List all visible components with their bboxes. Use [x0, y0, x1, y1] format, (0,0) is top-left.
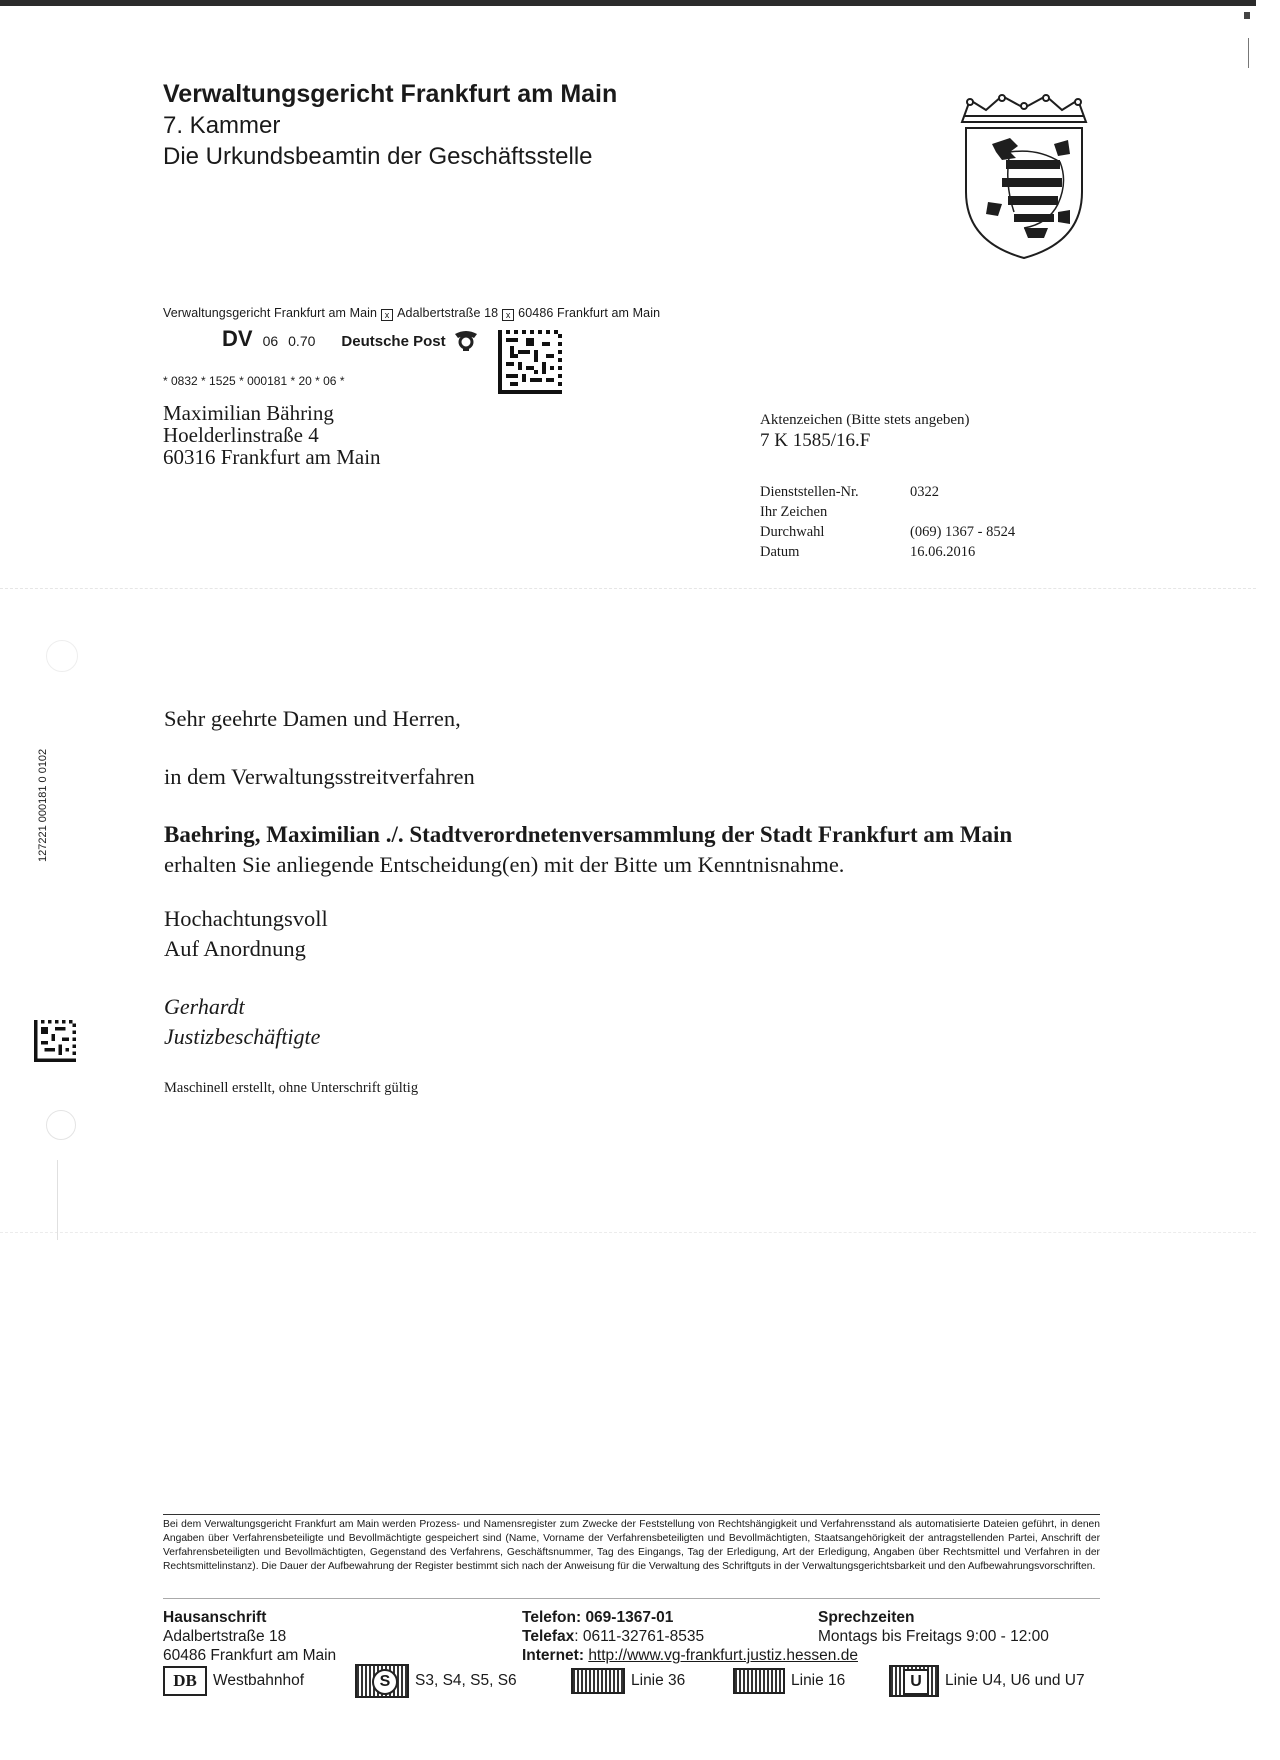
chamber: 7. Kammer: [163, 112, 281, 139]
phone-label: Telefon:: [522, 1609, 582, 1626]
punch-hole: [46, 1110, 76, 1140]
footer-city: 60486 Frankfurt am Main: [163, 1647, 337, 1664]
postage-imprint: [222, 326, 446, 356]
postage-amount: 0.70: [288, 333, 316, 349]
hessen-coat-of-arms-icon: [958, 92, 1090, 262]
sender-court: Verwaltungsgericht Frankfurt am Main: [163, 306, 378, 320]
office-name: Die Urkundsbeamtin der Geschäftsstelle: [163, 143, 593, 170]
recipient-address: [163, 402, 381, 468]
office-hours-text: Montags bis Freitags 9:00 - 12:00: [818, 1628, 1049, 1645]
s-bahn-lines: S3, S4, S5, S6: [415, 1672, 517, 1689]
footer-address: [163, 1608, 336, 1665]
footer-street: Adalbertstraße 18: [163, 1628, 287, 1645]
signatory-title: Justizbeschäftigte: [164, 1024, 321, 1049]
transit-tram: [571, 1664, 685, 1698]
body-text: erhalten Sie anliegende Entscheidung(en) mit der Bitte um Kenntnisnahme.: [164, 852, 845, 877]
postal-barcode-number: * 0832 * 1525 * 000181 * 20 * 06 *: [163, 374, 345, 388]
closing-greeting: Hochachtungsvoll: [164, 906, 328, 931]
s-bahn-icon: S: [355, 1664, 409, 1698]
bus-line: Linie 16: [791, 1672, 846, 1689]
footer-address-heading: Hausanschrift: [163, 1609, 267, 1626]
separator-box-icon: x: [381, 309, 393, 321]
postage-dv: DV: [222, 326, 253, 351]
u-bahn-lines: Linie U4, U6 und U7: [945, 1672, 1085, 1689]
info-key: Ihr Zeichen: [760, 504, 828, 520]
info-value: (069) 1367 - 8524: [910, 524, 1016, 540]
info-block: [760, 482, 1015, 562]
intro-text: in dem Verwaltungsstreitverfahren: [164, 764, 475, 789]
scan-edge-line: [57, 1160, 58, 1240]
recipient-city: 60316 Frankfurt am Main: [163, 445, 381, 469]
transit-sbahn: [355, 1664, 517, 1698]
info-value: 0322: [910, 484, 939, 500]
footer-office-hours: [818, 1608, 1049, 1646]
side-tracking-code: 127221 000181 0 0102: [37, 748, 49, 862]
info-key: Durchwahl: [760, 524, 825, 540]
office-hours-heading: Sprechzeiten: [818, 1609, 915, 1626]
separator-box-icon: x: [502, 309, 514, 321]
sender-return-address: [163, 306, 660, 321]
reference-number: 7 K 1585/16.F: [760, 430, 871, 451]
footer-divider: [163, 1598, 1100, 1599]
datamatrix-code-icon: [497, 330, 563, 394]
case-parties: Baehring, Maximilian ./. Stadtverordnetenversammlung der Stadt Frankfurt am Main: [164, 822, 1013, 847]
transit-ubahn: [889, 1664, 1085, 1698]
u-bahn-icon: U: [889, 1665, 939, 1697]
scan-top-edge: [0, 0, 1256, 6]
website-link[interactable]: http://www.vg-frankfurt.justiz.hessen.de: [588, 1647, 858, 1664]
sender-street: Adalbertstraße 18: [397, 306, 499, 320]
machine-generated-note: Maschinell erstellt, ohne Unterschrift gültig: [164, 1080, 419, 1096]
reference-label: Aktenzeichen (Bitte stets angeben): [760, 412, 970, 428]
recipient-street: Hoelderlinstraße 4: [163, 423, 319, 447]
fax-label: Telefax: [522, 1628, 575, 1645]
db-station: Westbahnhof: [213, 1672, 305, 1689]
info-row: [760, 522, 1015, 542]
side-datamatrix-icon: [34, 1020, 76, 1062]
footer-divider: [163, 1514, 1100, 1515]
scan-corner-mark: [1244, 12, 1250, 19]
postage-carrier: Deutsche Post: [341, 333, 446, 350]
bus-icon: [733, 1668, 785, 1694]
info-row: [760, 502, 1015, 522]
tram-line: Linie 36: [631, 1672, 686, 1689]
closing-order: Auf Anordnung: [164, 936, 306, 961]
info-key: Datum: [760, 544, 800, 560]
web-label: Internet:: [522, 1647, 584, 1664]
recipient-name: Maximilian Bähring: [163, 401, 334, 425]
sender-city: 60486 Frankfurt am Main: [518, 306, 661, 320]
footer-contact: [522, 1608, 858, 1665]
info-row: [760, 542, 1015, 562]
tram-icon: [571, 1668, 625, 1694]
salutation: Sehr geehrte Damen und Herren,: [164, 706, 461, 731]
info-key: Dienststellen-Nr.: [760, 484, 859, 500]
info-row: [760, 482, 1015, 502]
transit-directions: [163, 1664, 1103, 1698]
footer-privacy-note: Bei dem Verwaltungsgericht Frankfurt am Main werden Prozess- und Namensregister zum Zwecke der Feststellung von Rechtshängigkeit und Verfahrensstand als automatisierte Dateien geführt, in denen Angaben über Verfahrensbeteiligte und Bevollmächtigte gespeichert sind (Name, Vorname der Verfahrensbeteiligten und Bevollmächtigten, Staatsangehörigkeit der antragstellenden Partei, Anschrift der Verfahrensbeteiligten und Bevollmächtigten, Gegenstand des Verfahrens, Geschäftsnummer, Tag des Eingangs, Tag der Erledigung, Art der Erledigung, Angaben über Rechtsmittel und Verfahren in der Rechtsmittelinstanz). Die Dauer der Aufbewahrung der Register bestimmt sich nach der Anweisung für die Verwaltung des Schriftguts in der Verwaltungsgerichtsbarkeit und den Aufbewahrungsvorschriften.: [163, 1519, 1100, 1572]
postage-code: 06: [262, 333, 279, 349]
court-name: Verwaltungsgericht Frankfurt am Main: [163, 80, 618, 108]
db-train-icon: DB: [163, 1666, 207, 1696]
transit-bus: [733, 1664, 845, 1698]
signatory-name: Gerhardt: [164, 994, 245, 1019]
fax-number: : 0611-32761-8535: [574, 1628, 705, 1645]
scan-edge-line: [1248, 38, 1249, 68]
info-value: 16.06.2016: [910, 544, 976, 560]
fold-mark: [0, 588, 1256, 589]
fold-mark: [0, 1232, 1256, 1233]
phone-number: 069-1367-01: [585, 1609, 674, 1626]
transit-db: [163, 1664, 304, 1698]
post-horn-icon: [452, 328, 480, 352]
punch-hole: [46, 640, 78, 672]
